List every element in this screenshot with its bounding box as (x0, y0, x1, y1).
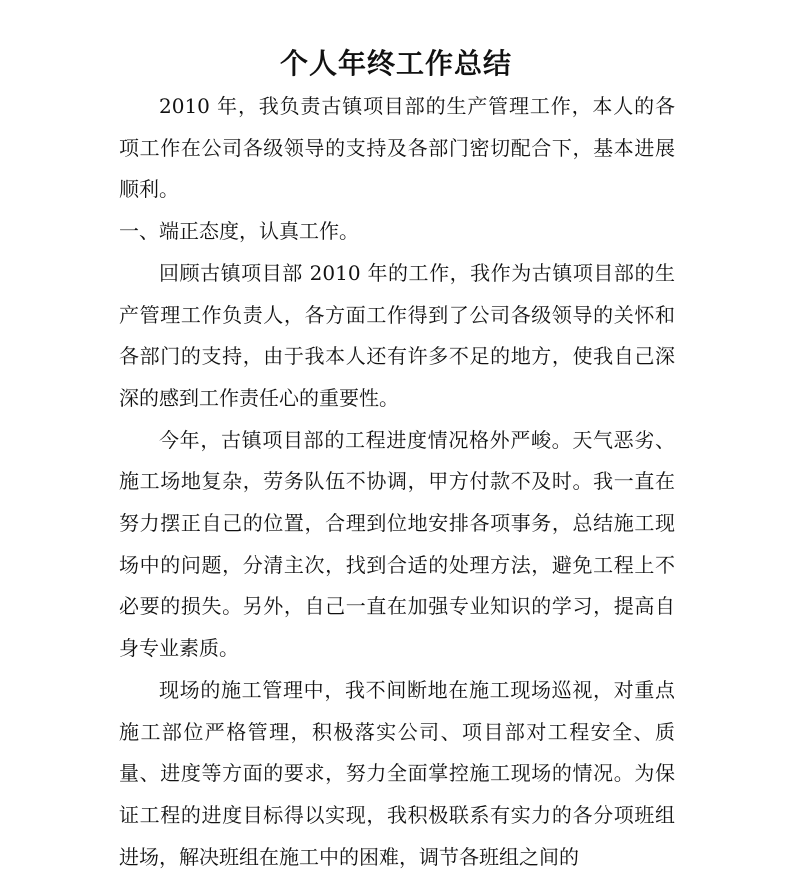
document-title: 个人年终工作总结 (279, 47, 512, 80)
document-body (119, 86, 675, 878)
paragraph-intro: 2010 年，我负责古镇项目部的生产管理工作，本人的各项工作在公司各级领导的支持及各部门密切配合下，基本进展顺利。 (119, 94, 675, 202)
section-heading-1: 一、端正态度，认真工作。 (119, 219, 359, 244)
paragraph-progress: 今年，古镇项目部的工程进度情况格外严峻。天气恶劣、施工场地复杂，劳务队伍不协调，甲方付款不及时。我一直在努力摆正自己的位置，合理到位地安排各项事务，总结施工现场中的问题，分清主次，找到合适的处理方法，避免工程上不必要的损失。另外，自己一直在加强专业知识的学习，提高自身专业素质。 (119, 427, 675, 661)
paragraph-review: 回顾古镇项目部 2010 年的工作，我作为古镇项目部的生产管理工作负责人，各方面工作得到了公司各级领导的关怀和各部门的支持，由于我本人还有许多不足的地方，使我自己深深的感到工作责任心的重要性。 (119, 260, 675, 410)
paragraph-site-management: 现场的施工管理中，我不间断地在施工现场巡视，对重点施工部位严格管理，积极落实公司、项目部对工程安全、质量、进度等方面的要求，努力全面掌控施工现场的情况。为保证工程的进度目标得以实现，我积极联系有实力的各分项班组进场，解决班组在施工中的困难，调节各班组之间的 (119, 677, 675, 869)
